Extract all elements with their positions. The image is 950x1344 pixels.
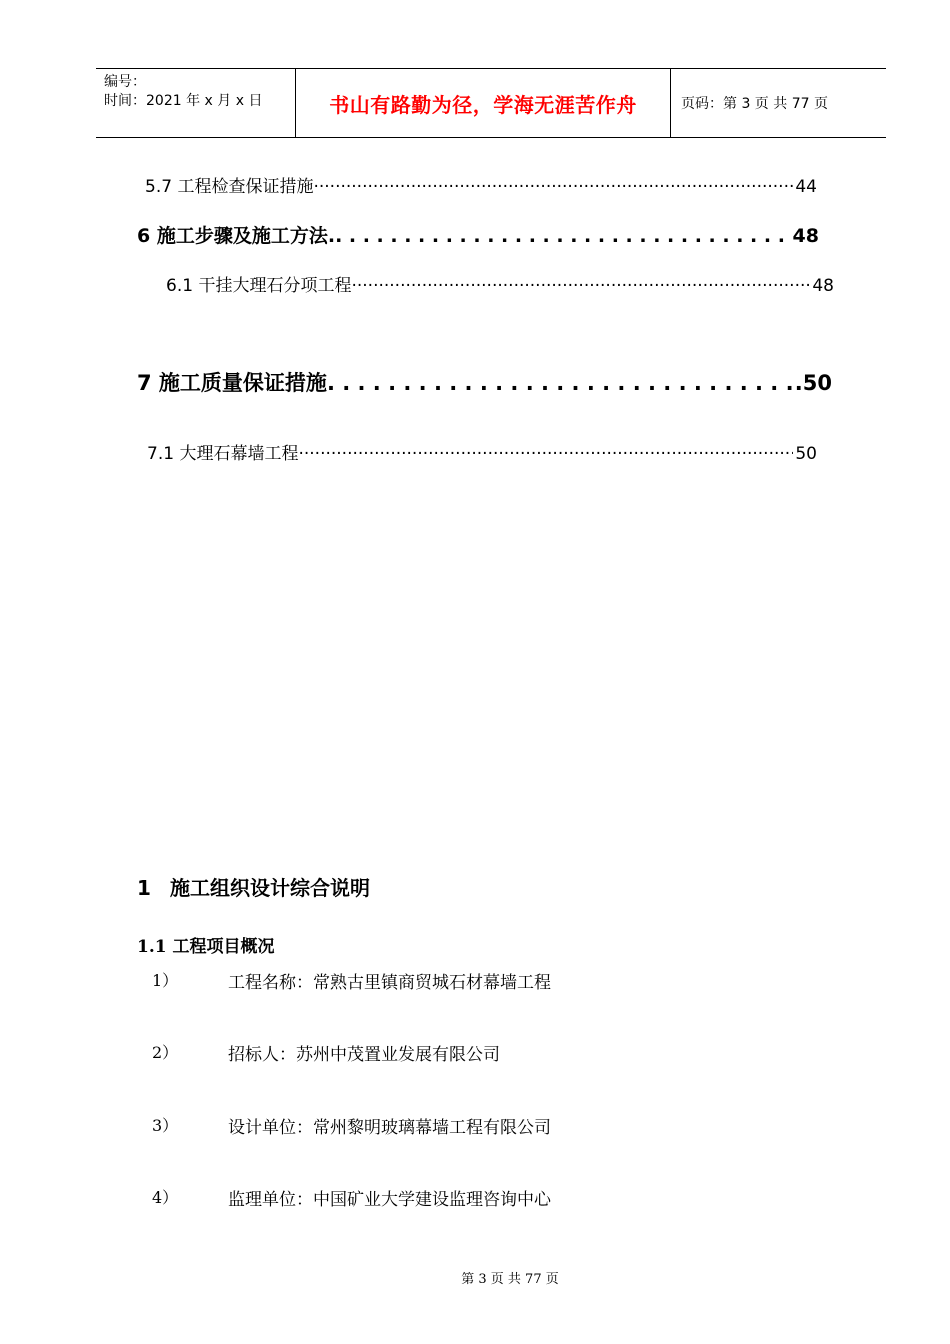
- code-label: 编号：: [104, 74, 146, 90]
- list-item: [152, 1185, 551, 1210]
- list-item-text: 招标人：苏州中茂置业发展有限公司: [228, 1045, 500, 1065]
- toc-entry-page: 48: [812, 276, 834, 296]
- toc-entry-page: 44: [795, 177, 817, 197]
- page-footer: 第 3 页 共 77 页: [461, 1272, 559, 1287]
- toc-leader: [298, 444, 793, 464]
- toc-entry[interactable]: [147, 439, 817, 464]
- toc-entry-page: .50: [794, 371, 832, 395]
- header-meta: [96, 69, 296, 137]
- list-item-index: 4）: [152, 1188, 179, 1207]
- toc-leader: [327, 371, 793, 395]
- header-page-info: 页码：第 3 页 共 77 页: [681, 96, 828, 112]
- list-item-index: 1）: [152, 971, 179, 990]
- list-item-text: 设计单位：常州黎明玻璃幕墙工程有限公司: [228, 1118, 551, 1138]
- toc-entry[interactable]: [145, 172, 817, 197]
- toc-entry-label: 7.1 大理石幕墙工程: [147, 444, 299, 464]
- toc-leader: [351, 276, 810, 296]
- toc-entry[interactable]: [166, 271, 834, 296]
- toc-entry-label: 6.1 干挂大理石分项工程: [166, 276, 352, 296]
- toc-entry-label: 6 施工步骤及施工方法.: [137, 225, 336, 247]
- toc-entry-label: 5.7 工程检查保证措施: [145, 177, 314, 197]
- subsection-heading: 1.1 工程项目概况: [137, 937, 275, 957]
- list-item: [152, 1113, 551, 1138]
- section-heading: [137, 872, 370, 901]
- section-title: 施工组织设计综合说明: [170, 876, 370, 900]
- list-item-text: 工程名称：常熟古里镇商贸城石材幕墙工程: [228, 973, 551, 993]
- list-item: [152, 1040, 500, 1065]
- toc-entry-page: 48: [792, 225, 819, 247]
- list-item-index: 3）: [152, 1116, 179, 1135]
- toc-entry[interactable]: [137, 367, 832, 397]
- list-item-index: 2）: [152, 1043, 179, 1062]
- toc-entry-page: 50: [795, 444, 817, 464]
- header-slogan: 书山有路勤为径，学海无涯苦作舟: [329, 92, 637, 117]
- toc-leader: [335, 225, 790, 247]
- list-item: [152, 968, 551, 993]
- toc-entry[interactable]: [137, 221, 819, 248]
- toc-leader: [313, 177, 793, 197]
- section-number: 1: [137, 876, 151, 900]
- page-header: [96, 68, 886, 138]
- time-label: 时间：2021 年 x 月 x 日: [104, 93, 263, 109]
- toc-entry-label: 7 施工质量保证措施: [137, 371, 327, 395]
- header-slogan-cell: [296, 69, 671, 137]
- list-item-text: 监理单位：中国矿业大学建设监理咨询中心: [228, 1190, 551, 1210]
